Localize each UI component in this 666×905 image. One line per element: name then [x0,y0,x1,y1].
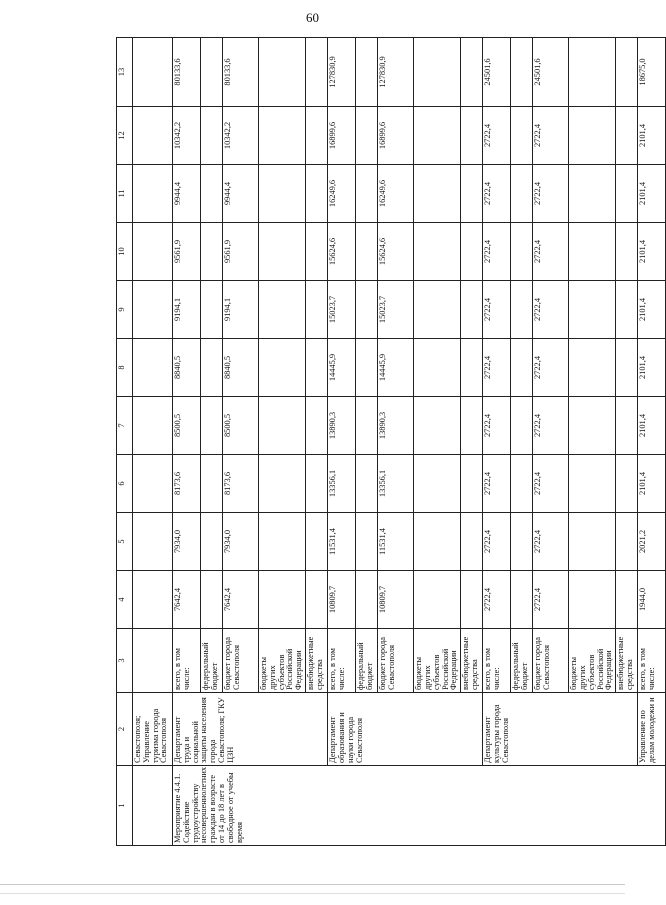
total-value-cell [133,38,173,107]
year-value-cell: 2101,4 [638,339,666,397]
col-header: 1 [117,766,133,846]
year-value-cell [201,571,223,629]
table-body [133,38,666,846]
year-value-cell [569,571,616,629]
year-value-cell: 9944,4 [173,165,201,223]
year-value-cell [133,571,173,629]
year-value-cell [569,339,616,397]
year-value-cell [306,281,328,339]
year-value-cell [356,223,378,281]
year-value-cell: 10809,7 [378,571,414,629]
year-value-cell: 9561,9 [173,223,201,281]
executor-cell: Севастополя; Управление туризма города Севастополя [133,693,173,766]
table-row [328,38,356,846]
year-value-cell [414,281,461,339]
funding-source-cell: бюджет города Севастополя [533,629,569,693]
year-value-cell: 2722,4 [533,165,569,223]
year-value-cell: 7642,4 [173,571,201,629]
year-value-cell [569,107,616,165]
year-value-cell: 2722,4 [533,455,569,513]
year-value-cell: 2722,4 [483,455,511,513]
year-value-cell [616,107,638,165]
year-value-cell [616,223,638,281]
year-value-cell [356,339,378,397]
year-value-cell [414,165,461,223]
year-value-cell: 8173,6 [223,455,259,513]
funding-source-cell: бюджеты других субъектов Российской Федерации [569,629,616,693]
year-value-cell: 2722,4 [483,281,511,339]
funding-source-cell: всего, в том числе: [173,629,201,693]
year-value-cell [414,107,461,165]
year-value-cell [201,339,223,397]
year-value-cell [356,455,378,513]
year-value-cell [616,339,638,397]
col-header: 6 [117,455,133,513]
funding-source-cell: всего, в том числе: [328,629,356,693]
year-value-cell: 2722,4 [483,513,511,571]
year-value-cell [306,455,328,513]
col-header: 13 [117,38,133,107]
funding-source-cell: всего, в том числе: [638,629,666,693]
year-value-cell [306,397,328,455]
year-value-cell [133,165,173,223]
total-value-cell [511,38,533,107]
year-value-cell: 2101,4 [638,107,666,165]
year-value-cell [259,223,306,281]
year-value-cell [569,165,616,223]
year-value-cell [461,281,483,339]
year-value-cell [569,455,616,513]
year-value-cell [356,107,378,165]
year-value-cell [461,513,483,571]
table-row [173,38,201,846]
year-value-cell: 2101,4 [638,455,666,513]
year-value-cell [511,339,533,397]
year-value-cell [461,455,483,513]
year-value-cell: 15624,6 [378,223,414,281]
total-value-cell: 127830,9 [328,38,356,107]
year-value-cell: 16249,6 [378,165,414,223]
year-value-cell [569,397,616,455]
year-value-cell: 9561,9 [223,223,259,281]
year-value-cell [414,339,461,397]
year-value-cell: 2722,4 [483,571,511,629]
rotated-table-container [116,38,656,846]
funding-source-cell: всего, в том числе: [483,629,511,693]
year-value-cell: 8840,5 [223,339,259,397]
col-header: 8 [117,339,133,397]
year-value-cell [461,571,483,629]
funding-source-cell: внебюджетные средства [616,629,638,693]
total-value-cell: 24501,6 [483,38,511,107]
year-value-cell [414,513,461,571]
year-value-cell: 2021,2 [638,513,666,571]
col-header: 11 [117,165,133,223]
total-value-cell [569,38,616,107]
year-value-cell: 2722,4 [533,397,569,455]
table-row [638,38,666,846]
page-number: 60 [306,10,319,25]
year-value-cell [511,281,533,339]
col-header: 12 [117,107,133,165]
year-value-cell: 9194,1 [173,281,201,339]
year-value-cell: 2101,4 [638,223,666,281]
year-value-cell: 2722,4 [483,223,511,281]
year-value-cell: 2101,4 [638,281,666,339]
year-value-cell [259,339,306,397]
year-value-cell [511,107,533,165]
year-value-cell [259,455,306,513]
year-value-cell [306,165,328,223]
year-value-cell [414,397,461,455]
year-value-cell [306,571,328,629]
col-header: 2 [117,693,133,766]
year-value-cell [414,571,461,629]
year-value-cell [133,107,173,165]
year-value-cell: 2722,4 [533,571,569,629]
year-value-cell: 7934,0 [173,513,201,571]
total-value-cell: 80133,6 [223,38,259,107]
year-value-cell: 15023,7 [328,281,356,339]
funding-source-cell: федеральный бюджет [356,629,378,693]
scan-edge-line [0,893,625,894]
col-header: 5 [117,513,133,571]
total-value-cell: 18675,0 [638,38,666,107]
executor-cell: Департамент труда и социальной защиты населения города Севастополя; ГКУ ЦЗН [173,693,328,766]
executor-cell: Департамент образования и науки города Севастополя [328,693,483,766]
year-value-cell [616,397,638,455]
year-value-cell [133,513,173,571]
year-value-cell [511,455,533,513]
year-value-cell [461,397,483,455]
year-value-cell: 2722,4 [483,339,511,397]
year-value-cell: 8840,5 [173,339,201,397]
year-value-cell: 11531,4 [378,513,414,571]
year-value-cell: 16899,6 [328,107,356,165]
year-value-cell: 9194,1 [223,281,259,339]
year-value-cell [461,339,483,397]
year-value-cell: 2722,4 [483,165,511,223]
year-value-cell [569,223,616,281]
total-value-cell [201,38,223,107]
year-value-cell: 8173,6 [173,455,201,513]
year-value-cell: 2722,4 [533,281,569,339]
year-value-cell [616,571,638,629]
year-value-cell [461,107,483,165]
year-value-cell: 8500,5 [223,397,259,455]
year-value-cell [461,165,483,223]
table-row [133,38,173,846]
scan-edge-line [0,884,625,885]
year-value-cell [133,397,173,455]
year-value-cell [133,455,173,513]
funding-source-cell: бюджеты других субъектов Российской Федерации [414,629,461,693]
table-row [483,38,511,846]
funding-source-cell: бюджеты других субъектов Российской Федерации [259,629,306,693]
year-value-cell: 2722,4 [483,397,511,455]
year-value-cell [259,513,306,571]
total-value-cell [259,38,306,107]
year-value-cell [616,165,638,223]
year-value-cell [133,339,173,397]
activity-cell: Мероприятие 4.4.1. Содействие трудоустройству несовершеннолетних граждан в возрасте от 14 до 18 лет в свободное от учебы время [173,766,666,846]
executor-cell: Департамент культуры города Севастополя [483,693,638,766]
year-value-cell: 10342,2 [173,107,201,165]
year-value-cell [259,397,306,455]
executor-cell: Управление по делам молодежи и [638,693,666,766]
year-value-cell: 2722,4 [533,339,569,397]
year-value-cell [356,571,378,629]
year-value-cell: 13890,3 [378,397,414,455]
year-value-cell [306,339,328,397]
year-value-cell [201,455,223,513]
col-header: 7 [117,397,133,455]
year-value-cell [569,281,616,339]
year-value-cell: 11531,4 [328,513,356,571]
year-value-cell: 13356,1 [378,455,414,513]
total-value-cell [461,38,483,107]
year-value-cell [511,165,533,223]
column-number-row [117,38,133,846]
year-value-cell [356,397,378,455]
funding-source-cell: бюджет города Севастополя [378,629,414,693]
year-value-cell: 16899,6 [378,107,414,165]
total-value-cell [616,38,638,107]
col-header: 3 [117,629,133,693]
year-value-cell: 16249,6 [328,165,356,223]
year-value-cell: 2722,4 [533,107,569,165]
year-value-cell: 13356,1 [328,455,356,513]
year-value-cell: 10342,2 [223,107,259,165]
year-value-cell: 1944,0 [638,571,666,629]
funding-source-cell: внебюджетные средства [461,629,483,693]
year-value-cell: 14445,9 [378,339,414,397]
year-value-cell [259,165,306,223]
year-value-cell [201,397,223,455]
year-value-cell [414,455,461,513]
year-value-cell [616,281,638,339]
year-value-cell: 7934,0 [223,513,259,571]
year-value-cell [201,107,223,165]
total-value-cell: 24501,6 [533,38,569,107]
year-value-cell [356,165,378,223]
total-value-cell [356,38,378,107]
year-value-cell [616,455,638,513]
year-value-cell [259,107,306,165]
year-value-cell: 2722,4 [483,107,511,165]
year-value-cell [511,513,533,571]
col-header: 10 [117,223,133,281]
year-value-cell: 2722,4 [533,513,569,571]
col-header: 4 [117,571,133,629]
rotated-table-area [116,38,656,846]
year-value-cell: 15023,7 [378,281,414,339]
funding-source-cell: внебюджетные средства [306,629,328,693]
year-value-cell [201,223,223,281]
year-value-cell: 9944,4 [223,165,259,223]
year-value-cell: 14445,9 [328,339,356,397]
year-value-cell [259,571,306,629]
funding-source-cell: федеральный бюджет [511,629,533,693]
total-value-cell [306,38,328,107]
year-value-cell [511,397,533,455]
year-value-cell: 10809,7 [328,571,356,629]
year-value-cell [461,223,483,281]
year-value-cell [356,513,378,571]
total-value-cell [414,38,461,107]
year-value-cell [201,165,223,223]
year-value-cell: 15624,6 [328,223,356,281]
funding-source-cell: федеральный бюджет [201,629,223,693]
year-value-cell: 2101,4 [638,165,666,223]
year-value-cell [133,223,173,281]
col-header: 9 [117,281,133,339]
funding-table [116,37,666,846]
year-value-cell [511,223,533,281]
year-value-cell: 7642,4 [223,571,259,629]
year-value-cell [133,281,173,339]
year-value-cell [306,223,328,281]
year-value-cell: 2101,4 [638,397,666,455]
year-value-cell: 8500,5 [173,397,201,455]
year-value-cell [201,513,223,571]
year-value-cell [306,107,328,165]
activity-cell [133,766,173,846]
year-value-cell [201,281,223,339]
year-value-cell [414,223,461,281]
year-value-cell [259,281,306,339]
funding-source-cell: бюджет города Севастополя [223,629,259,693]
year-value-cell [511,571,533,629]
year-value-cell [616,513,638,571]
total-value-cell: 80133,6 [173,38,201,107]
year-value-cell: 2722,4 [533,223,569,281]
year-value-cell [306,513,328,571]
year-value-cell [569,513,616,571]
year-value-cell [356,281,378,339]
total-value-cell: 127830,9 [378,38,414,107]
funding-source-cell [133,629,173,693]
year-value-cell: 13890,3 [328,397,356,455]
